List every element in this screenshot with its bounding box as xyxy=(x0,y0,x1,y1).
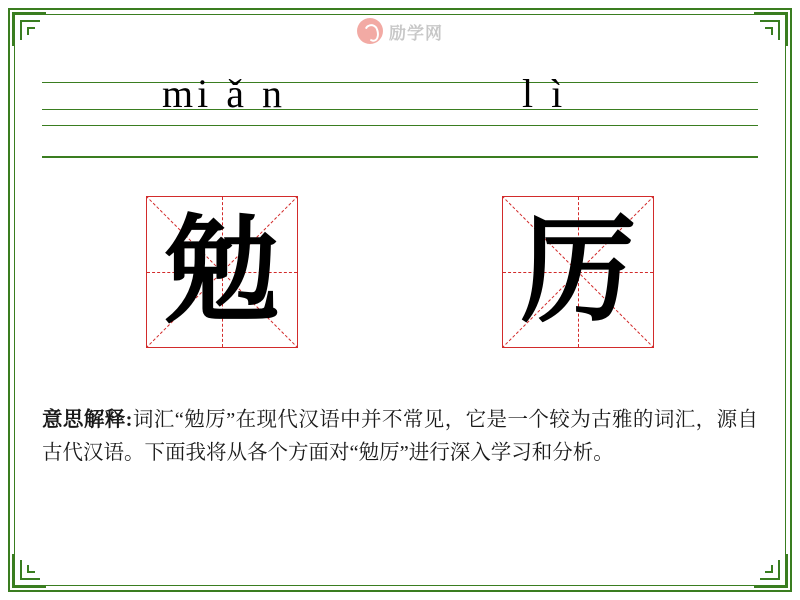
character-li: 厉 xyxy=(520,204,636,339)
staff-line-2 xyxy=(42,109,758,110)
corner-ornament-bottom-left xyxy=(12,554,46,588)
character-grid-box-2 xyxy=(502,196,654,348)
pinyin-syllable-2: l ì xyxy=(522,71,567,116)
pinyin-syllable-1: mi ǎ n xyxy=(162,71,286,116)
pinyin-staff xyxy=(42,71,758,164)
corner-ornament-bottom-right xyxy=(754,554,788,588)
character-grid-row xyxy=(0,196,800,361)
explanation-paragraph xyxy=(42,404,758,470)
staff-line-1 xyxy=(42,82,758,83)
site-logo-text: 励学网 xyxy=(389,23,443,43)
explanation-label: 意思解释: xyxy=(42,409,133,431)
corner-ornament-top-right xyxy=(754,12,788,46)
explanation-text: 词汇“勉厉”在现代汉语中并不常见，它是一个较为古雅的词汇，源自古代汉语。下面我将从各个方面对“勉厉”进行深入学习和分析。 xyxy=(42,409,758,465)
staff-line-4 xyxy=(42,156,758,158)
site-logo xyxy=(357,18,443,44)
character-grid-box-1 xyxy=(146,196,298,348)
flame-logo-icon xyxy=(357,18,383,44)
corner-ornament-top-left xyxy=(12,12,46,46)
character-mian: 勉 xyxy=(164,204,280,339)
staff-line-3 xyxy=(42,125,758,126)
